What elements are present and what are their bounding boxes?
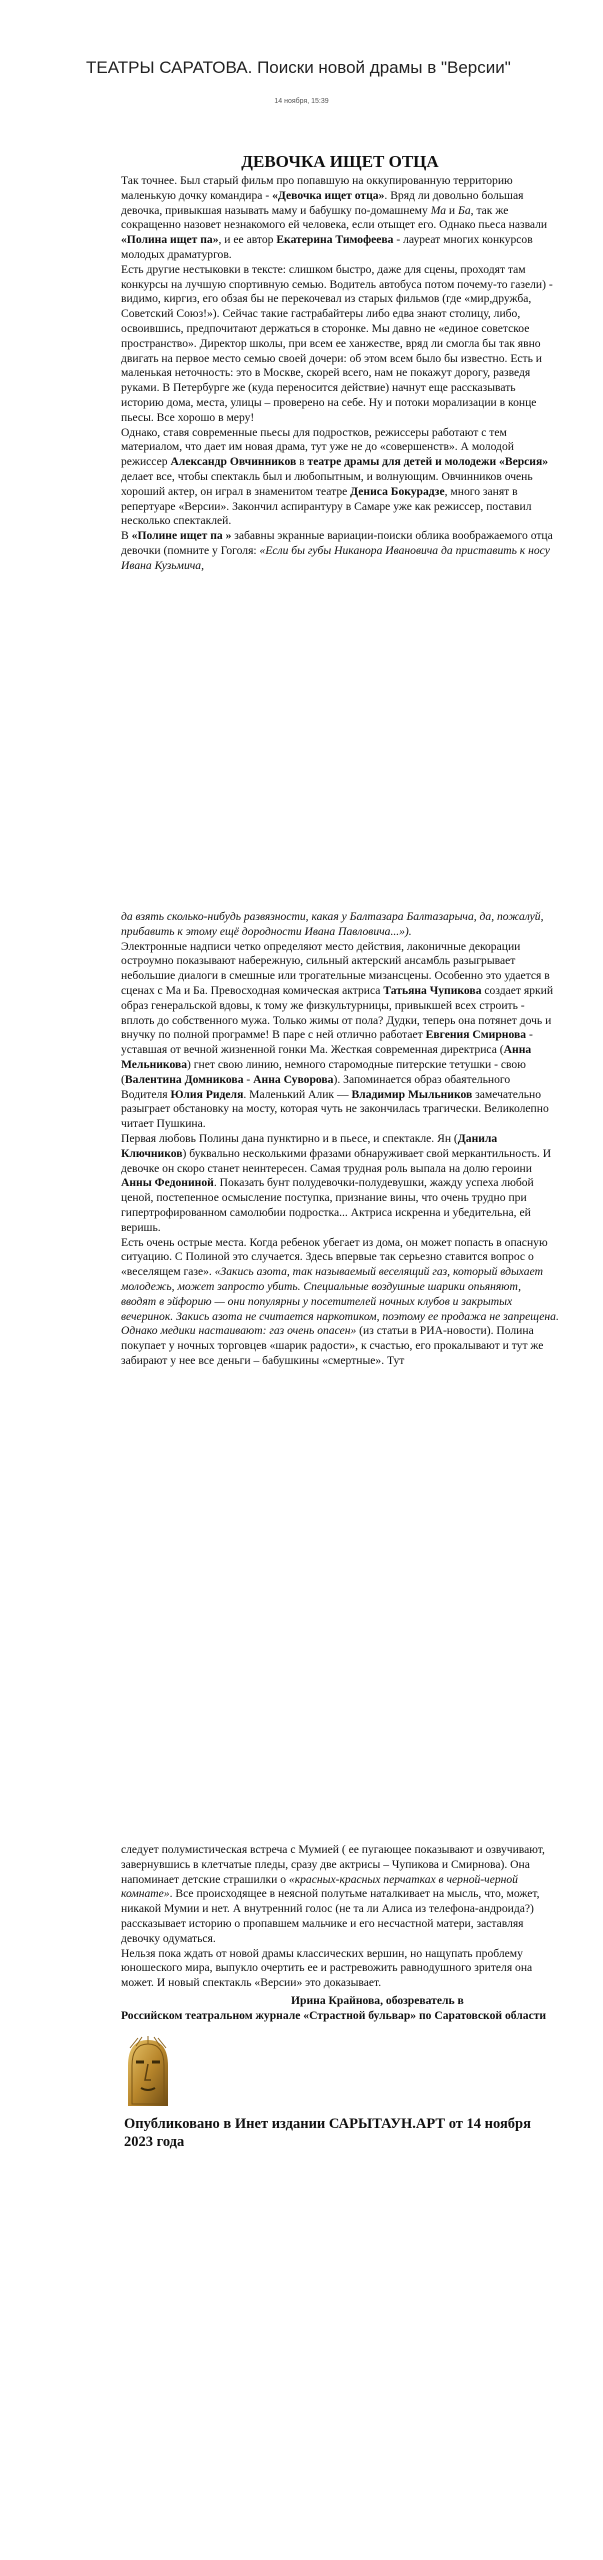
italic-text: «Если бы губы Никанора Ивановича да приставить к носу Ивана Кузьмича, bbox=[121, 543, 550, 572]
article-text: Однако, ставя современные пьесы для подростков, режиссеры работают с тем материалом, что дает им новая драма, тут уже не до «совершенств». А молодой режиссер bbox=[121, 425, 514, 469]
article-text: ) буквально несколькими фразами обнаруживает свой меркантильность. И девочке он скоро станет неинтересен. Самая трудная роль выпала на долю героини bbox=[121, 1146, 552, 1175]
article-text: . Показать бунт полудевочки-полудевушки, жажду успеха любой ценой, постепенное осмысление поступка, признание вины, что очень трудно при гипертрофированном самолюбии подростка... Актриса искренна и убедительна, ей веришь. bbox=[121, 1176, 534, 1234]
article-text: , много занят в репертуаре «Версии». Закончил аспирантуру в Самаре уже как режиссер, поставил несколько спектаклей. bbox=[121, 484, 532, 528]
bold-text: Данила Ключников bbox=[121, 1131, 498, 1160]
article-text: Есть очень острые места. Когда ребенок убегает из дома, он может попасть в опасную ситуацию. С Полиной это случается. Здесь впервые так серьезно ставится вопрос о «веселящем газе». bbox=[121, 1235, 548, 1279]
article-text: Нельзя пока ждать от новой драмы классических вершин, но нащупать проблему юношеского мира, выпукло очертить ее и растревожить равнодушного зрителя она может. И новый спектакль «Версии» это доказывает. bbox=[121, 1946, 533, 1990]
bold-text: Татьяна Чупикова bbox=[383, 983, 482, 997]
bold-text: «Девочка ищет отца» bbox=[272, 188, 385, 202]
article-text: замечательно разыграет обстановку на мосту, которая чуть не закончилась трагически. Великолепно читает Пушкина. bbox=[121, 1087, 549, 1131]
signature-line-2: Российском театральном журнале «Страстной бульвар» по Саратовской области bbox=[121, 2008, 547, 2022]
italic-text: «Закись азота, так называемый веселящий газ, который вдыхает молодежь, может запросто убить. Специальные воздушные шарики опьяняют, вводят в эйфорию — они популярны у посетителей ночных клубов и закрытых вечеринок. Закись азота не считается наркотиком, поэтому ее продажа не запрещена. Однако медики настаивают: газ очень опасен» bbox=[121, 1265, 559, 1338]
article-block-3 bbox=[121, 1843, 559, 1991]
publish-date: 14 ноября, 15:39 bbox=[274, 98, 329, 105]
article-text: . Все происходящее в неясной полутьме наталкивает на мысль, что, может, никакой Мумии и нет. А внутренний голос (не та ли Алиса из телефона-андроида?) рассказывает историю о пропавшем мальчике и его несчастной матери, заставляя девочку одуматься. bbox=[121, 1887, 540, 1945]
bold-text: «Полина ищет па» bbox=[121, 233, 219, 247]
bold-text: Екатерина Тимофеева bbox=[276, 233, 394, 247]
italic-text: Ба bbox=[458, 203, 471, 217]
article-text: (из статьи в РИА-новости). Полина покупает у ночных торговцев «шарик радости», к счастью, его прокалывают и тут же забирают у нее все деньги – бабушкины «смертные». Тут bbox=[121, 1324, 544, 1367]
italic-text: да взять сколько-нибудь развязности, какая у Балтазара Балтазарыча, да, пожалуй, прибавить к этому ещё дородности Ивана Павловича...»). bbox=[121, 910, 544, 938]
golden-mask-icon-svg bbox=[122, 2036, 174, 2110]
article-text: Так точнее. Был старый фильм про попавшую на оккупированную территорию маленькую дочку командира - bbox=[121, 174, 513, 202]
article-text: , и ее автор bbox=[218, 233, 277, 247]
italic-text: Ма bbox=[430, 203, 446, 217]
article-text: забавны экранные вариации-поиски облика воображаемого отца девочки (помните у Гоголя: bbox=[121, 529, 553, 557]
article-text: ) гнет свою линию, немного старомодные питерские тетушки - свою ( bbox=[121, 1057, 526, 1086]
bold-text: Юлия Риделя bbox=[170, 1087, 244, 1101]
bold-text: Александр Овчинников bbox=[170, 455, 297, 469]
article-text: - уставшая от вечной жизненной гонки Ма. Жесткая современная директриса ( bbox=[121, 1028, 533, 1057]
article-text: - bbox=[243, 1072, 254, 1086]
article-block-1 bbox=[121, 174, 559, 574]
bold-text: «Полине ищет па » bbox=[131, 529, 232, 543]
article-text: Первая любовь Полины дана пунктирно и в пьесе, и спектакле. Ян ( bbox=[121, 1131, 458, 1145]
article-block-2 bbox=[121, 910, 559, 1369]
article-text: В bbox=[121, 529, 132, 543]
article-text: Есть другие нестыковки в тексте: слишком быстро, даже для сцены, проходят там конкурсы на лучшую спортивную семью. Водитель автобуса потом почему-то газели) - видимо, киргиз, его обзая бы не перекочевал из старых фильмов (где «мир,дружба, Советский Союз!»). Сейчас такие гастрабайтеры либо едва знают столицу, либо, освоившись, предпочитают держаться в сторонке. Мы давно не «единое советское пространство». Директор школы, при всем ее ханжестве, вряд ли смогла бы так явно двигать на первое место семью своей дочери: об этом всем было бы известно. Есть и маленькая неточность: это в Москве, скорей всего, нам не покажут дорогу, разведя руками. В Петербурге же (куда переносится действие) начнут еще рассказывать историю дома, места, улицы – проверено на себе. Ну и потоки морализации в конце пьесы. Все хорошо в меру! bbox=[121, 262, 553, 424]
bold-text: Владимир Мыльников bbox=[351, 1087, 473, 1101]
article-text: Электронные надписи четко определяют место действия, лаконичные декорации остроумно показывают набережную, сильный актерский ансамбль разыгрывает небольшие диалоги в смешные или трогательные мизансцены. Особенно это удается в сценах с Ма и Ба. Превосходная комическая актриса bbox=[121, 939, 550, 997]
author-signature bbox=[121, 1994, 559, 2024]
article-text: и bbox=[446, 203, 459, 217]
article-heading: ДЕВОЧКА ИЩЕТ ОТЦА bbox=[241, 152, 439, 171]
article-text: в bbox=[296, 455, 308, 469]
article-text: делает все, чтобы спектакль был и любопытным, и волнующим. Овчинников очень хороший актер, он играл в знаменитом театре bbox=[121, 469, 533, 498]
article-text: . Маленький Алик — bbox=[243, 1087, 352, 1101]
bold-text: Анны Федониной bbox=[121, 1176, 214, 1190]
bold-text: театре драмы для детей и молодежи «Версия» bbox=[307, 455, 549, 469]
bold-text: Дениса Бокурадзе bbox=[350, 484, 445, 498]
page-title: ТЕАТРЫ САРАТОВА. Поиски новой драмы в "Версии" bbox=[86, 58, 511, 77]
article-text: ). Запоминается образ обаятельного Водителя bbox=[121, 1072, 511, 1101]
signature-line-1: Ирина Крайнова, обозреватель в bbox=[291, 1994, 464, 2007]
italic-text: «красных-красных перчатках в черной-черной комнате» bbox=[121, 1872, 518, 1901]
article-text: - лауреат многих конкурсов молодых драматургов. bbox=[121, 233, 533, 261]
article-text: следует полумистическая встреча с Мумией ( ее пугающее показывают и озвучивают, завернувшись в клетчатые пледы, сразу две актрисы – Чупикова и Смирнова). Она напоминает детские страшилки о bbox=[121, 1843, 545, 1886]
publication-note: Опубликовано в Инет издании САРЫТАУН.АРТ от 14 ноября 2023 года bbox=[124, 2116, 531, 2150]
bold-text: Анна Мельникова bbox=[121, 1043, 532, 1071]
bold-text: Валентина Домникова bbox=[124, 1072, 244, 1086]
bold-text: Анна Суворова bbox=[253, 1072, 334, 1086]
article-text: создает яркий образ генеральской вдовы, к тому же физкультурницы, привыкшей всех строить - вплоть до собственного мужа. Только жимы от пола? Дудки, теперь она потянет дочь и внучку по полной программе! В паре с ней отлично работает bbox=[121, 983, 554, 1042]
bold-text: Евгения Смирнова bbox=[425, 1028, 527, 1042]
article-text: . Вряд ли довольно большая девочка, привыкшая называть маму и бабушку по-домашнему bbox=[121, 188, 524, 217]
article-text: , так же сокращенно назовет незнакомого ей человека, если отыщет его. Однако пьеса назвали bbox=[121, 203, 548, 232]
golden-mask-icon bbox=[122, 2036, 174, 2110]
